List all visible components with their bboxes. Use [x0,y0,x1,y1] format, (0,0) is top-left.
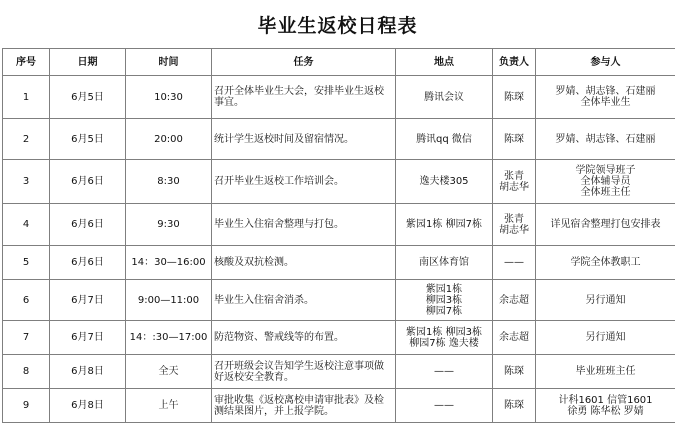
cell-task: 统计学生返校时间及留宿情况。 [212,119,396,160]
table-row [3,355,675,389]
cell-participants: 学院领导班子 全体辅导员 全体班主任 [536,160,675,204]
cell-task: 毕业生入住宿舍消杀。 [212,280,396,321]
header-index: 序号 [3,49,50,76]
cell-date: 6月8日 [50,389,126,423]
cell-participants: 学院全体教职工 [536,246,675,280]
cell-time: 20:00 [126,119,212,160]
cell-participants: 毕业班班主任 [536,355,675,389]
cell-participants: 罗婧、胡志锋、石建丽 全体毕业生 [536,76,675,119]
table-row [3,160,675,204]
header-date: 日期 [50,49,126,76]
page-title: 毕业生返校日程表 [257,14,418,37]
cell-time: 10:30 [126,76,212,119]
cell-time: 9:00—11:00 [126,280,212,321]
cell-location: 逸夫楼305 [396,160,493,204]
cell-task: 审批收集《返校离校申请审批表》及检测结果图片，并上报学院。 [212,389,396,423]
cell-date: 6月7日 [50,280,126,321]
cell-time: 全天 [126,355,212,389]
cell-task: 召开毕业生返校工作培训会。 [212,160,396,204]
header-task: 任务 [212,49,396,76]
cell-date: 6月7日 [50,321,126,355]
cell-date: 6月5日 [50,119,126,160]
cell-date: 6月6日 [50,204,126,246]
header-location: 地点 [396,49,493,76]
table-row [3,76,675,119]
cell-participants: 详见宿舍整理打包安排表 [536,204,675,246]
cell-task: 核酸及双抗检测。 [212,246,396,280]
cell-owner: 陈琛 [493,355,536,389]
cell-location: 腾讯会议 [396,76,493,119]
cell-date: 6月6日 [50,246,126,280]
cell-index: 8 [3,355,50,389]
table-row [3,204,675,246]
cell-owner: 张青 胡志华 [493,160,536,204]
cell-time: 8:30 [126,160,212,204]
cell-index: 2 [3,119,50,160]
cell-owner: 陈琛 [493,389,536,423]
cell-owner: 陈琛 [493,119,536,160]
table-row [3,321,675,355]
cell-location: 紫园1栋 柳园7栋 [396,204,493,246]
table-row [3,246,675,280]
cell-index: 7 [3,321,50,355]
cell-location: —— [396,355,493,389]
schedule-table [2,48,675,423]
cell-location: 紫园1栋 柳园3栋 柳园7栋 [396,280,493,321]
cell-index: 9 [3,389,50,423]
cell-task: 毕业生入住宿舍整理与打包。 [212,204,396,246]
cell-index: 6 [3,280,50,321]
cell-date: 6月5日 [50,76,126,119]
header-participants: 参与人 [536,49,675,76]
cell-date: 6月8日 [50,355,126,389]
cell-owner: 张青 胡志华 [493,204,536,246]
cell-time: 14：:30—17:00 [126,321,212,355]
header-time: 时间 [126,49,212,76]
cell-date: 6月6日 [50,160,126,204]
cell-owner: —— [493,246,536,280]
cell-time: 上午 [126,389,212,423]
cell-participants: 另行通知 [536,280,675,321]
cell-index: 3 [3,160,50,204]
cell-index: 5 [3,246,50,280]
cell-time: 14：30—16:00 [126,246,212,280]
table-row [3,280,675,321]
cell-participants: 计科1601 信管1601 徐勇 陈华松 罗婧 [536,389,675,423]
cell-index: 4 [3,204,50,246]
cell-location: 腾讯qq 微信 [396,119,493,160]
cell-task: 防范物资、警戒线等的布置。 [212,321,396,355]
table-row [3,389,675,423]
cell-task: 召开班级会议告知学生返校注意事项做好返校安全教育。 [212,355,396,389]
cell-owner: 陈琛 [493,76,536,119]
cell-location: —— [396,389,493,423]
cell-index: 1 [3,76,50,119]
cell-location: 紫园1栋 柳园3栋 柳园7栋 逸夫楼 [396,321,493,355]
cell-owner: 余志超 [493,321,536,355]
cell-location: 南区体育馆 [396,246,493,280]
cell-participants: 另行通知 [536,321,675,355]
header-owner: 负责人 [493,49,536,76]
cell-owner: 余志超 [493,280,536,321]
cell-participants: 罗婧、胡志锋、石建丽 [536,119,675,160]
cell-time: 9:30 [126,204,212,246]
cell-task: 召开全体毕业生大会，安排毕业生返校事宜。 [212,76,396,119]
header-row [3,49,675,76]
table-row [3,119,675,160]
